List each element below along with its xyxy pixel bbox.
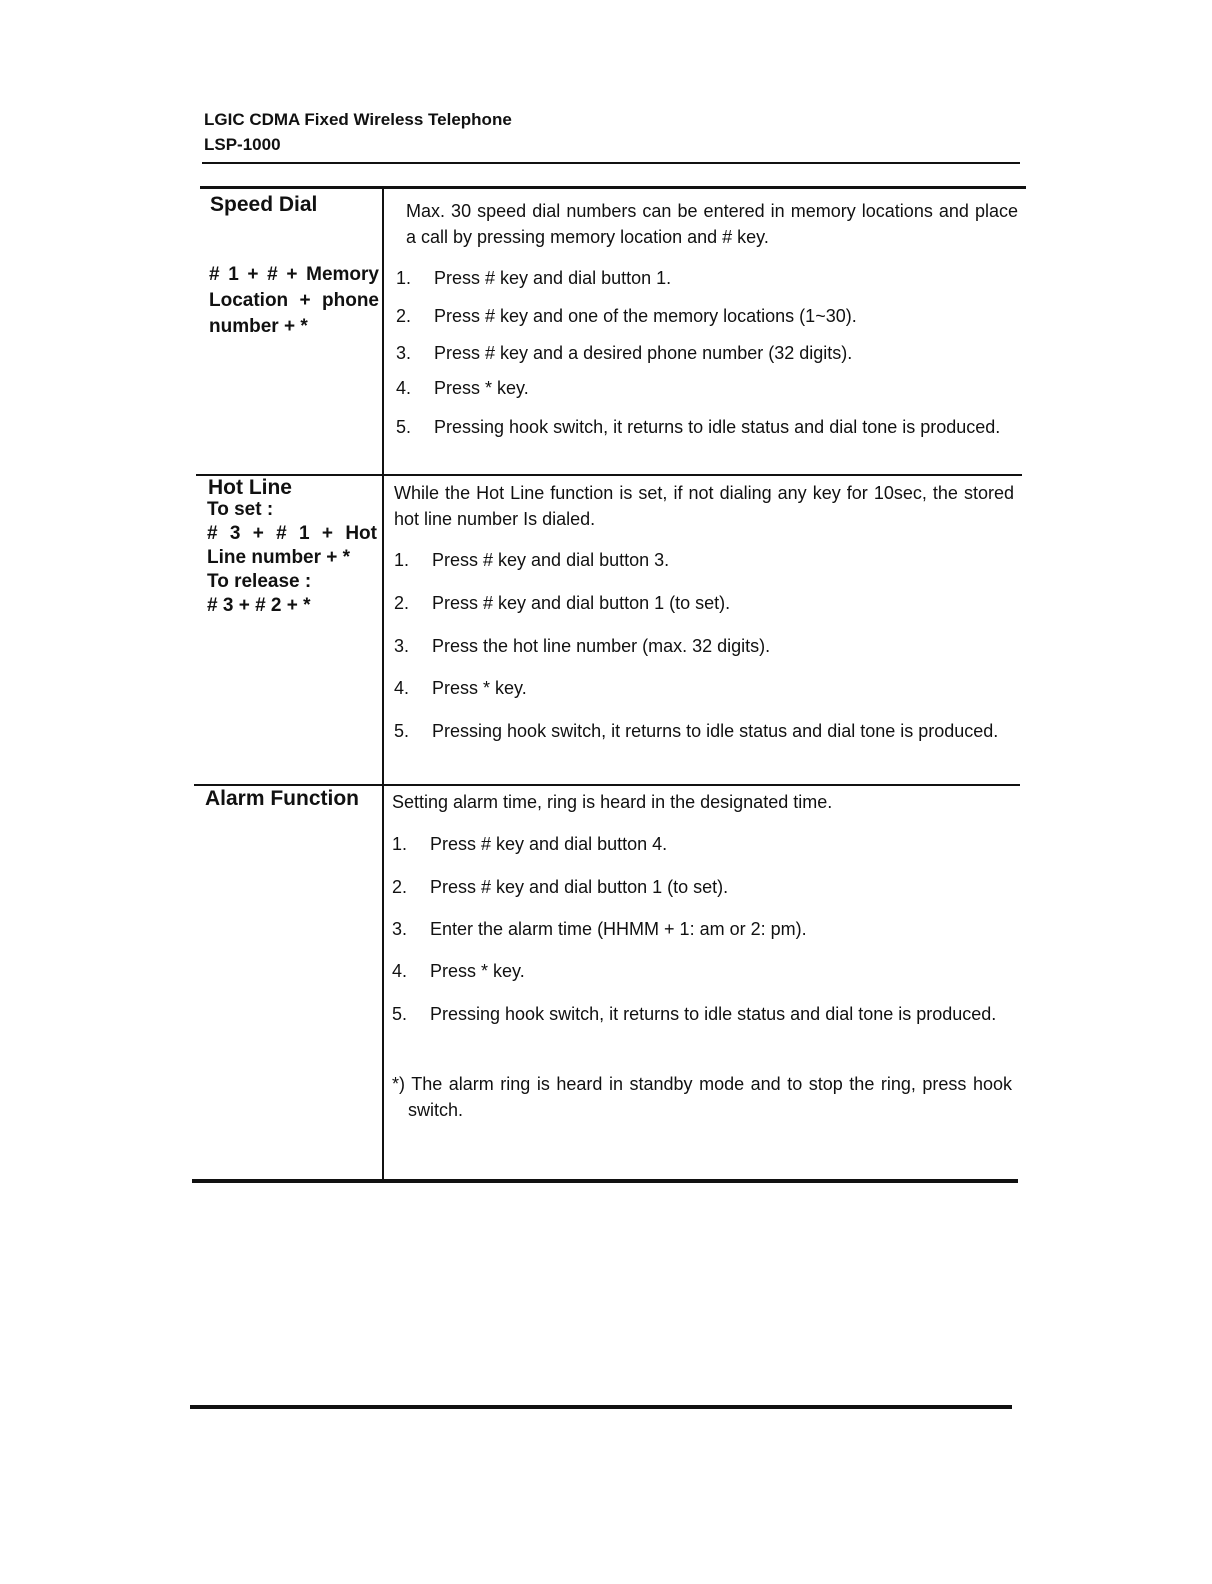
code-line: Location + phone (209, 290, 379, 311)
row-divider-1 (196, 474, 1022, 476)
code-line: number + * (209, 316, 308, 337)
step-text: Press # key and dial button 1 (to set). (430, 877, 729, 897)
step-number: 1. (396, 268, 412, 288)
code-line: To set : (207, 499, 274, 520)
alarm-intro: Setting alarm time, ring is heard in the designated time. (392, 792, 833, 812)
hot-line-intro: While the Hot Line function is set, if not dialing any key for 10sec, the stored hot line number Is dialed. (394, 483, 1014, 529)
step-number: 4. (394, 678, 410, 698)
step-text: Enter the alarm time (HHMM + 1: am or 2: pm). (430, 919, 807, 939)
speed-dial-code (209, 262, 379, 340)
code-line: To release : (207, 571, 312, 592)
step-number: 1. (392, 834, 408, 854)
model-number: LSP-1000 (204, 135, 281, 154)
step-number: 1. (394, 550, 410, 570)
document-title: LGIC CDMA Fixed Wireless Telephone (204, 110, 512, 129)
hot-line-code (207, 498, 377, 618)
speed-dial-intro: Max. 30 speed dial numbers can be entered in memory locations and place a call by pressing memory location and # key. (406, 201, 1018, 247)
step-number: 2. (394, 593, 410, 613)
header-divider (202, 162, 1020, 164)
step-text: Press # key and dial button 4. (430, 834, 668, 854)
section-title-alarm-function: Alarm Function (205, 787, 360, 810)
code-line: Line number + * (207, 547, 351, 568)
step-text: Pressing hook switch, it returns to idle status and dial tone is produced. (430, 1004, 997, 1024)
section-title-hot-line: Hot Line (208, 476, 292, 499)
section-title-speed-dial: Speed Dial (210, 193, 318, 216)
step-number: 2. (396, 306, 412, 326)
step-number: 5. (394, 721, 410, 741)
step-text: Press # key and a desired phone number (32 digits). (434, 343, 853, 363)
step-number: 4. (396, 378, 412, 398)
footer-rule (190, 1405, 1012, 1409)
code-line: # 3 + # 1 + Hot (207, 523, 377, 544)
alarm-note: *) The alarm ring is heard in standby mode and to stop the ring, press hook switch. (392, 1074, 1012, 1120)
step-text: Pressing hook switch, it returns to idle status and dial tone is produced. (434, 417, 1001, 437)
code-line: # 1 + # + Memory (209, 264, 379, 285)
step-number: 3. (392, 919, 408, 939)
table-top-rule (200, 186, 1026, 189)
step-number: 4. (392, 961, 408, 981)
step-text: Press the hot line number (max. 32 digits). (432, 636, 771, 656)
step-number: 2. (392, 877, 408, 897)
step-text: Press * key. (432, 678, 527, 698)
step-number: 3. (394, 636, 410, 656)
code-line: # 3 + # 2 + * (207, 595, 311, 616)
step-number: 5. (396, 417, 412, 437)
step-text: Press # key and dial button 1 (to set). (432, 593, 731, 613)
step-text: Press # key and dial button 1. (434, 268, 672, 288)
step-text: Press * key. (430, 961, 525, 981)
step-text: Press # key and one of the memory locations (1~30). (434, 306, 857, 326)
step-number: 5. (392, 1004, 408, 1024)
step-text: Press * key. (434, 378, 529, 398)
step-number: 3. (396, 343, 412, 363)
table-column-divider (382, 188, 384, 1181)
table-bottom-rule (192, 1179, 1018, 1183)
row-divider-2 (194, 784, 1020, 786)
step-text: Press # key and dial button 3. (432, 550, 670, 570)
step-text: Pressing hook switch, it returns to idle status and dial tone is produced. (432, 721, 999, 741)
